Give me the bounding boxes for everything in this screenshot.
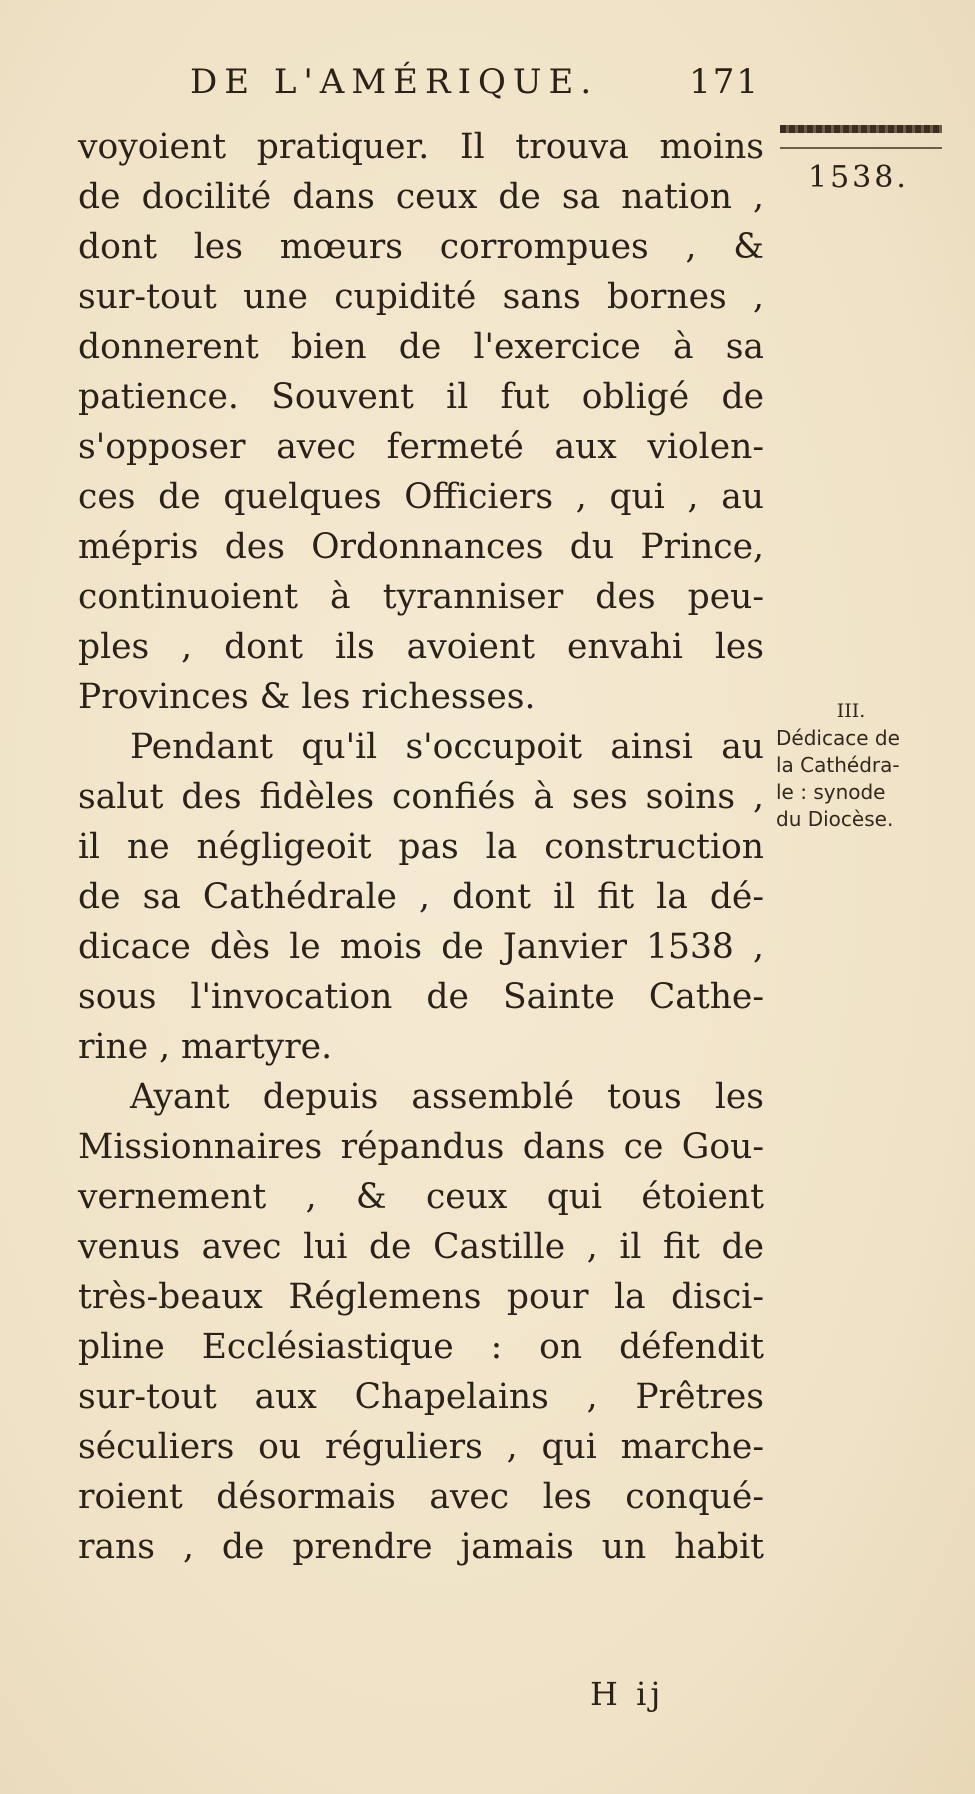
margin-note-line: la Cathédra- <box>776 753 900 777</box>
text-line: salut des fidèles confiés à ses soins , <box>78 777 764 817</box>
margin-note-number: III. <box>836 700 866 722</box>
margin-note-line: du Diocèse. <box>776 807 894 831</box>
text-line: venus avec lui de Castille , il fit de <box>78 1227 764 1267</box>
text-line: dont les mœurs corrompues , & <box>78 227 764 267</box>
text-line: donnerent bien de l'exercice à sa <box>78 327 764 367</box>
ornament-bar <box>780 125 942 133</box>
text-line: il ne négligeoit pas la construction <box>78 827 764 867</box>
ornament-line <box>780 147 942 149</box>
text-line: séculiers ou réguliers , qui marche- <box>78 1427 764 1467</box>
text-line: de sa Cathédrale , dont il fit la dé- <box>78 877 764 917</box>
running-head <box>190 62 760 112</box>
text-line: rans , de prendre jamais un habit <box>78 1527 764 1567</box>
body-text <box>78 122 764 1572</box>
text-line: ces de quelques Officiers , qui , au <box>78 477 764 517</box>
text-line: sur-tout aux Chapelains , Prêtres <box>78 1377 764 1417</box>
margin-note-line: Dédicace de <box>776 726 900 750</box>
text-line: ples , dont ils avoient envahi les <box>78 627 764 667</box>
text-line: continuoient à tyranniser des peu- <box>78 577 764 617</box>
text-line: Provinces & les richesses. <box>78 677 536 717</box>
text-line: Ayant depuis assemblé tous les <box>130 1077 764 1117</box>
text-line: patience. Souvent il fut obligé de <box>78 377 764 417</box>
text-line: mépris des Ordonnances du Prince, <box>78 527 764 567</box>
running-head-title: DE L'AMÉRIQUE. <box>190 62 599 102</box>
text-line: de docilité dans ceux de sa nation , <box>78 177 764 217</box>
margin-note <box>776 698 966 833</box>
text-line: vernement , & ceux qui étoient <box>78 1177 764 1217</box>
text-line: très-beaux Réglemens pour la disci- <box>78 1277 764 1317</box>
text-line: s'opposer avec fermeté aux violen- <box>78 427 764 467</box>
text-line: Pendant qu'il s'occupoit ainsi au <box>130 727 764 767</box>
text-line: rine , martyre. <box>78 1027 333 1067</box>
text-line: sous l'invocation de Sainte Cathe- <box>78 977 764 1017</box>
printer-signature-mark: H ij <box>590 1675 665 1713</box>
text-line: sur-tout une cupidité sans bornes , <box>78 277 764 317</box>
text-line: Missionnaires répandus dans ce Gou- <box>78 1127 764 1167</box>
text-line: roient désormais avec les conqué- <box>78 1477 764 1517</box>
margin-note-line: le : synode <box>776 780 886 804</box>
margin-year: 1538. <box>808 160 909 195</box>
text-line: pline Ecclésiastique : on défendit <box>78 1327 764 1367</box>
page-number: 171 <box>689 62 760 102</box>
margin-ornament-rule <box>780 125 942 137</box>
text-line: voyoient pratiquer. Il trouva moins <box>78 127 764 167</box>
text-line: dicace dès le mois de Janvier 1538 , <box>78 927 764 967</box>
